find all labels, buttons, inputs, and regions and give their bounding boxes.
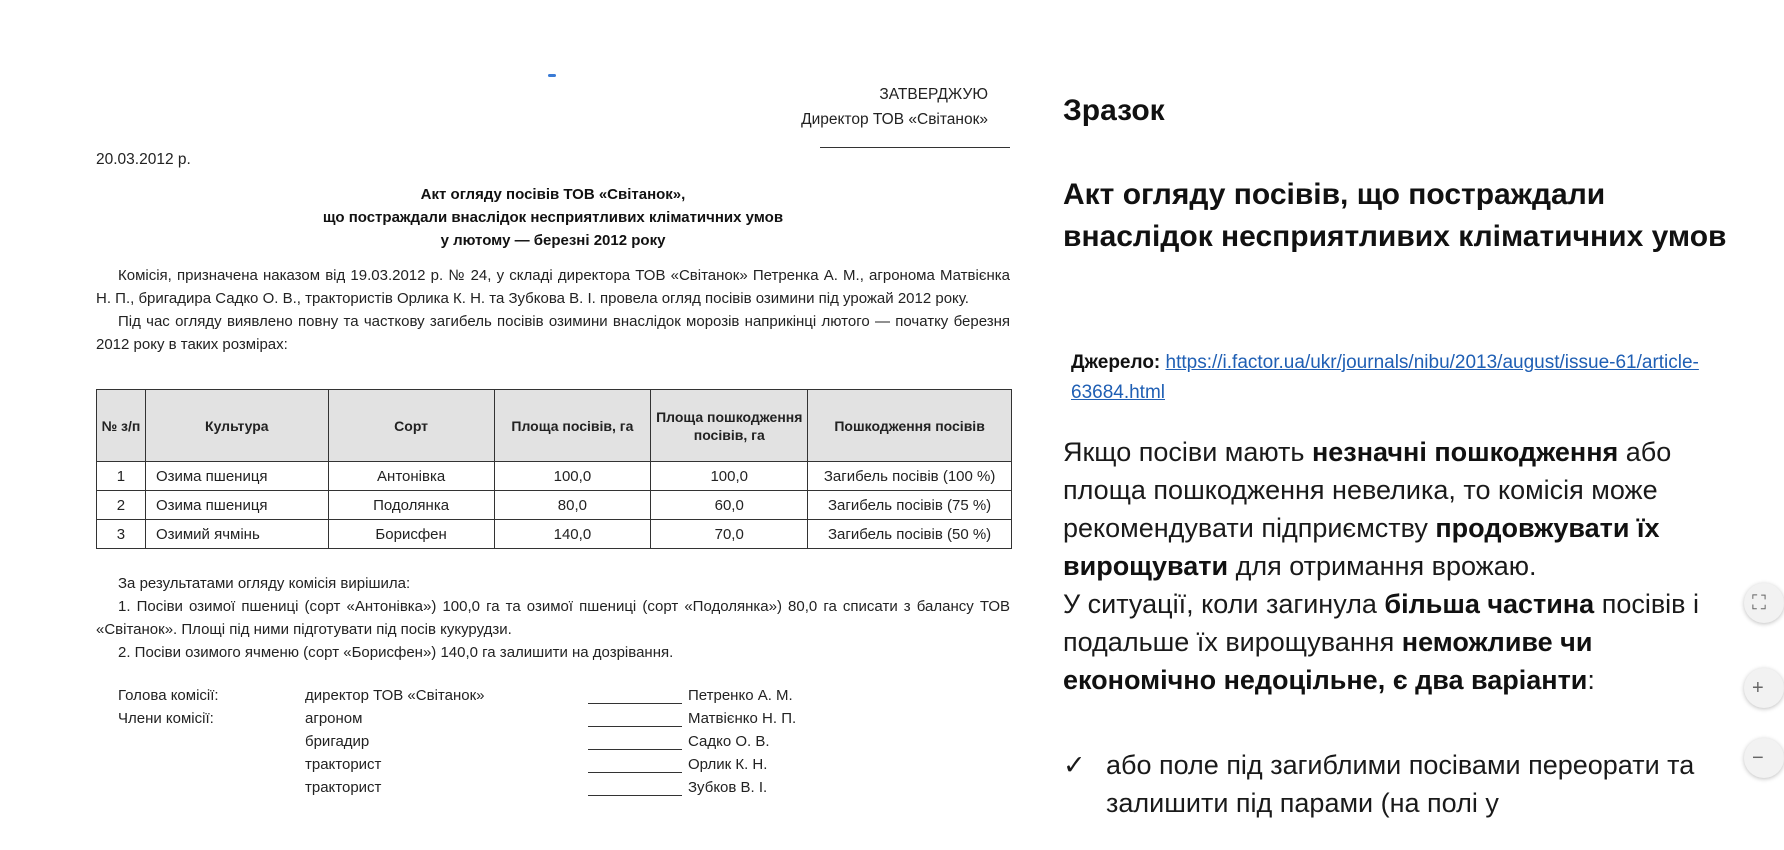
- table-row: [97, 491, 1012, 520]
- act-title-line-3: у лютому — березні 2012 року: [440, 232, 666, 249]
- signature-line: [588, 726, 682, 727]
- decision-item-2: 2. Посіви озимого ячменю (сорт «Борисфен») 140,0 га залишити на дозрівання.: [118, 644, 674, 661]
- table-header-row: [97, 390, 1012, 462]
- cell-variety: Антонівка: [328, 462, 494, 491]
- zoom-in-button[interactable]: +: [1744, 668, 1784, 708]
- cell-variety: Подолянка: [328, 491, 494, 520]
- cell-damaged-area: 100,0: [651, 462, 808, 491]
- approve-director: Директор ТОВ «Світанок»: [801, 111, 988, 128]
- signature-row: [96, 687, 1010, 710]
- scan-mark: [548, 74, 556, 77]
- header-variety: Сорт: [328, 390, 494, 462]
- signature-row: [96, 756, 1010, 779]
- slide-title: Акт огляду посівів, що постраждали внаслідок несприятливих кліматичних умов: [1063, 178, 1727, 253]
- approval-block: [801, 82, 988, 132]
- body-text: Якщо посіви мають: [1063, 437, 1312, 467]
- header-crop: Культура: [145, 390, 328, 462]
- signature-line: [588, 795, 682, 796]
- intro-paragraph-1: Комісія, призначена наказом від 19.03.2012 р. № 24, у складі директора ТОВ «Світанок» Петренка А. М., агронома Матвієнка Н. П., бригадира Садко О. В., трактористів Орлика К. Н. та Зубкова В. І. провела огляд посівів озимини під урожай 2012 року.: [96, 267, 1010, 307]
- source-line: [1071, 348, 1711, 408]
- signature-line: [588, 703, 682, 704]
- cell-damage: Загибель посівів (100 %): [808, 462, 1012, 491]
- act-intro: [96, 264, 1010, 356]
- cell-area: 100,0: [494, 462, 651, 491]
- approve-heading: ЗАТВЕРДЖУЮ: [879, 86, 988, 103]
- cell-num: 2: [97, 491, 146, 520]
- act-decision: [96, 572, 1010, 664]
- signature-role: Члени комісії:: [118, 710, 214, 727]
- zoom-out-button[interactable]: −: [1744, 738, 1784, 778]
- table-row: [97, 520, 1012, 549]
- body-text: посівів і подальше їх вирощування: [1063, 589, 1700, 657]
- act-title-line-1: Акт огляду посівів ТОВ «Світанок»,: [420, 186, 686, 203]
- body-emphasis: неможливе чи економічно недоцільне, є два варіанти: [1063, 627, 1593, 695]
- intro-paragraph-2: Під час огляду виявлено повну та часткову загибель посівів озимини внаслідок морозів наприкінці лютого — початку березня 2012 року в таких розмірах:: [96, 313, 1010, 353]
- body-emphasis: незначні пошкодження: [1311, 437, 1619, 467]
- cell-damaged-area: 60,0: [651, 491, 808, 520]
- signature-position: агроном: [305, 710, 363, 727]
- cell-area: 80,0: [494, 491, 651, 520]
- signature-name: Орлик К. Н.: [688, 756, 768, 773]
- body-text: або площа пошкодження невелика, то комісія може рекомендувати підприємству: [1063, 437, 1672, 543]
- signature-position: директор ТОВ «Світанок»: [305, 687, 485, 704]
- sample-label: Зразок: [1063, 94, 1165, 127]
- signature-line: [588, 772, 682, 773]
- signature-role: Голова комісії:: [118, 687, 219, 704]
- signature-row: [96, 733, 1010, 756]
- cell-num: 3: [97, 520, 146, 549]
- decision-item-1: 1. Посіви озимої пшениці (сорт «Антонівка») 100,0 га та озимої пшениці (сорт «Подолянка») 80,0 га списати з балансу ТОВ «Світанок». Площі під ними підготувати під посів кукурудзи.: [96, 598, 1010, 638]
- signature-position: бригадир: [305, 733, 370, 750]
- cell-variety: Борисфен: [328, 520, 494, 549]
- header-num: № з/п: [97, 390, 146, 462]
- slide-body: [1063, 433, 1738, 699]
- cell-damaged-area: 70,0: [651, 520, 808, 549]
- cell-damage: Загибель посівів (75 %): [808, 491, 1012, 520]
- slide-panel: [1063, 0, 1743, 850]
- signature-name: Петренко А. М.: [688, 687, 793, 704]
- body-text: для отримання врожаю.: [1228, 551, 1537, 581]
- cell-crop: Озима пшениця: [145, 462, 328, 491]
- signature-row: [96, 779, 1010, 802]
- cell-num: 1: [97, 462, 146, 491]
- signature-position: тракторист: [305, 779, 382, 796]
- header-damage: Пошкодження посівів: [808, 390, 1012, 462]
- source-link[interactable]: https://i.factor.ua/ukr/journals/nibu/2013/august/issue-61/article-63684.html: [1071, 352, 1699, 403]
- signature-name: Садко О. В.: [688, 733, 770, 750]
- header-damaged-area: Площа пошкодження посівів, га: [651, 390, 808, 462]
- signature-line: [588, 749, 682, 750]
- bullet-text: або поле під загиблими посівами переорати та залишити під парами (на полі у: [1106, 750, 1695, 818]
- damage-table: [96, 389, 1012, 549]
- signatures-block: [96, 687, 1010, 802]
- approve-signature-line: [820, 147, 1010, 148]
- table-row: [97, 462, 1012, 491]
- cell-crop: Озима пшениця: [145, 491, 328, 520]
- fullscreen-icon[interactable]: ⛶: [1744, 583, 1784, 623]
- body-text: У ситуації, коли загинула: [1063, 589, 1385, 619]
- cell-damage: Загибель посівів (50 %): [808, 520, 1012, 549]
- bullet-item: [1063, 746, 1743, 818]
- cell-area: 140,0: [494, 520, 651, 549]
- signature-name: Матвієнко Н. П.: [688, 710, 797, 727]
- header-area: Площа посівів, га: [494, 390, 651, 462]
- body-emphasis: продовжувати їх вирощувати: [1063, 513, 1660, 581]
- act-title-line-2: що постраждали внаслідок несприятливих кліматичних умов: [322, 209, 784, 226]
- signature-name: Зубков В. І.: [688, 779, 768, 796]
- body-text: :: [1587, 665, 1595, 695]
- decision-intro: За результатами огляду комісія вирішила:: [118, 575, 411, 592]
- body-emphasis: більша частина: [1384, 589, 1595, 619]
- document-date: 20.03.2012 р.: [96, 151, 191, 168]
- signature-position: тракторист: [305, 756, 382, 773]
- act-title: [96, 183, 1010, 252]
- signature-row: [96, 710, 1010, 733]
- source-label: Джерело:: [1071, 352, 1161, 373]
- checkmark-icon: ✓: [1063, 750, 1086, 780]
- cell-crop: Озимий ячмінь: [145, 520, 328, 549]
